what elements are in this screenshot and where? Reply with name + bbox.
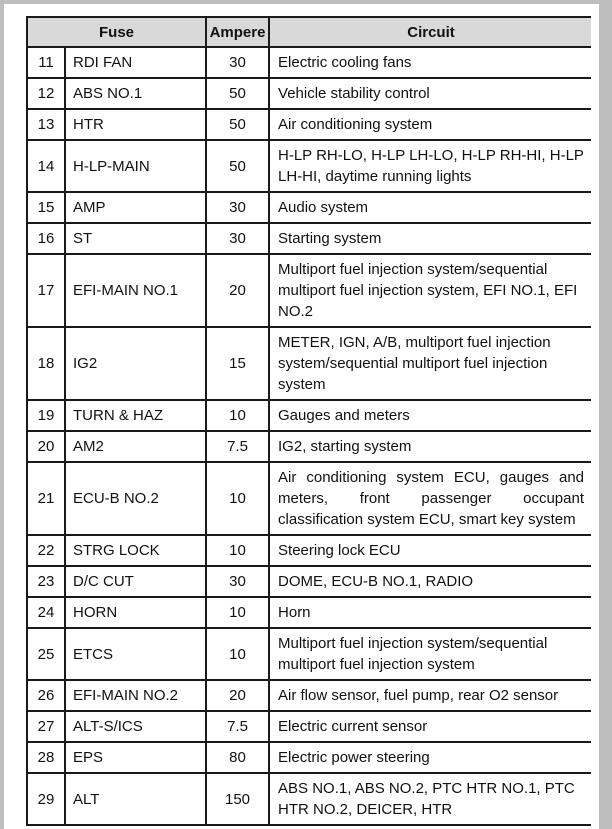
fuse-name-cell: ALT-S/ICS — [65, 711, 206, 742]
fuse-name-cell: IG2 — [65, 327, 206, 400]
ampere-cell: 80 — [206, 742, 269, 773]
table-row — [27, 535, 591, 566]
table-row — [27, 109, 591, 140]
fuse-name-cell: AM2 — [65, 431, 206, 462]
circuit-cell: Electric cooling fans — [269, 47, 591, 78]
fuse-name-cell: ABS NO.1 — [65, 78, 206, 109]
fuse-name-cell: TURN & HAZ — [65, 400, 206, 431]
row-number-cell: 19 — [27, 400, 65, 431]
table-row — [27, 711, 591, 742]
circuit-cell: Vehicle stability control — [269, 78, 591, 109]
circuit-cell: Electric current sensor — [269, 711, 591, 742]
ampere-cell: 20 — [206, 254, 269, 327]
fuse-name-cell: ECU-B NO.2 — [65, 462, 206, 535]
circuit-cell: METER, IGN, A/B, multiport fuel injection system/sequential multiport fuel injection system — [269, 327, 591, 400]
table-row — [27, 597, 591, 628]
row-number-cell: 11 — [27, 47, 65, 78]
ampere-cell: 30 — [206, 192, 269, 223]
table-row — [27, 223, 591, 254]
table-row — [27, 773, 591, 825]
row-number-cell: 12 — [27, 78, 65, 109]
ampere-cell: 10 — [206, 462, 269, 535]
fuse-table-head — [27, 17, 591, 47]
circuit-cell: Gauges and meters — [269, 400, 591, 431]
row-number-cell: 16 — [27, 223, 65, 254]
row-number-cell: 28 — [27, 742, 65, 773]
circuit-cell: Audio system — [269, 192, 591, 223]
row-number-cell: 23 — [27, 566, 65, 597]
circuit-cell: ABS NO.1, ABS NO.2, PTC HTR NO.1, PTC HTR NO.2, DEICER, HTR — [269, 773, 591, 825]
table-row — [27, 47, 591, 78]
row-number-cell: 29 — [27, 773, 65, 825]
fuse-name-cell: ALT — [65, 773, 206, 825]
fuse-name-cell: ST — [65, 223, 206, 254]
circuit-cell: DOME, ECU-B NO.1, RADIO — [269, 566, 591, 597]
row-number-cell: 25 — [27, 628, 65, 680]
circuit-cell: Multiport fuel injection system/sequential multiport fuel injection system, EFI NO.1, EFI NO.2 — [269, 254, 591, 327]
circuit-cell: Steering lock ECU — [269, 535, 591, 566]
circuit-cell: Electric power steering — [269, 742, 591, 773]
table-row — [27, 462, 591, 535]
fuse-name-cell: EPS — [65, 742, 206, 773]
row-number-cell: 24 — [27, 597, 65, 628]
header-ampere: Ampere — [206, 17, 269, 47]
document-page — [4, 4, 599, 829]
row-number-cell: 14 — [27, 140, 65, 192]
row-number-cell: 22 — [27, 535, 65, 566]
row-number-cell: 26 — [27, 680, 65, 711]
ampere-cell: 30 — [206, 223, 269, 254]
circuit-cell: Air conditioning system — [269, 109, 591, 140]
circuit-cell: IG2, starting system — [269, 431, 591, 462]
fuse-name-cell: HORN — [65, 597, 206, 628]
circuit-cell: Multiport fuel injection system/sequential multiport fuel injection system — [269, 628, 591, 680]
table-clip-region — [26, 16, 591, 829]
table-row — [27, 742, 591, 773]
row-number-cell: 21 — [27, 462, 65, 535]
row-number-cell: 17 — [27, 254, 65, 327]
fuse-name-cell: RDI FAN — [65, 47, 206, 78]
ampere-cell: 7.5 — [206, 431, 269, 462]
ampere-cell: 30 — [206, 566, 269, 597]
circuit-cell: Air conditioning system ECU, gauges and meters, front passenger occupant classification system ECU, smart key system — [269, 462, 591, 535]
table-row — [27, 431, 591, 462]
header-row — [27, 17, 591, 47]
fuse-name-cell: EFI-MAIN NO.1 — [65, 254, 206, 327]
row-number-cell: 27 — [27, 711, 65, 742]
table-row — [27, 327, 591, 400]
header-circuit: Circuit — [269, 17, 591, 47]
ampere-cell: 50 — [206, 109, 269, 140]
fuse-name-cell: H-LP-MAIN — [65, 140, 206, 192]
table-row — [27, 78, 591, 109]
header-fuse: Fuse — [27, 17, 206, 47]
ampere-cell: 15 — [206, 327, 269, 400]
fuse-table-body — [27, 47, 591, 825]
ampere-cell: 10 — [206, 597, 269, 628]
ampere-cell: 10 — [206, 535, 269, 566]
fuse-name-cell: D/C CUT — [65, 566, 206, 597]
fuse-name-cell: AMP — [65, 192, 206, 223]
ampere-cell: 7.5 — [206, 711, 269, 742]
ampere-cell: 10 — [206, 628, 269, 680]
table-row — [27, 400, 591, 431]
row-number-cell: 18 — [27, 327, 65, 400]
ampere-cell: 50 — [206, 78, 269, 109]
row-number-cell: 15 — [27, 192, 65, 223]
ampere-cell: 20 — [206, 680, 269, 711]
circuit-cell: Horn — [269, 597, 591, 628]
table-row — [27, 192, 591, 223]
row-number-cell: 20 — [27, 431, 65, 462]
fuse-name-cell: ETCS — [65, 628, 206, 680]
ampere-cell: 50 — [206, 140, 269, 192]
ampere-cell: 150 — [206, 773, 269, 825]
row-number-cell: 13 — [27, 109, 65, 140]
circuit-cell: H-LP RH-LO, H-LP LH-LO, H-LP RH-HI, H-LP LH-HI, daytime running lights — [269, 140, 591, 192]
table-row — [27, 628, 591, 680]
fuse-table — [26, 16, 591, 826]
table-row — [27, 140, 591, 192]
fuse-name-cell: EFI-MAIN NO.2 — [65, 680, 206, 711]
table-row — [27, 254, 591, 327]
circuit-cell: Starting system — [269, 223, 591, 254]
fuse-name-cell: STRG LOCK — [65, 535, 206, 566]
table-row — [27, 680, 591, 711]
fuse-name-cell: HTR — [65, 109, 206, 140]
ampere-cell: 30 — [206, 47, 269, 78]
ampere-cell: 10 — [206, 400, 269, 431]
circuit-cell: Air flow sensor, fuel pump, rear O2 sensor — [269, 680, 591, 711]
table-row — [27, 566, 591, 597]
